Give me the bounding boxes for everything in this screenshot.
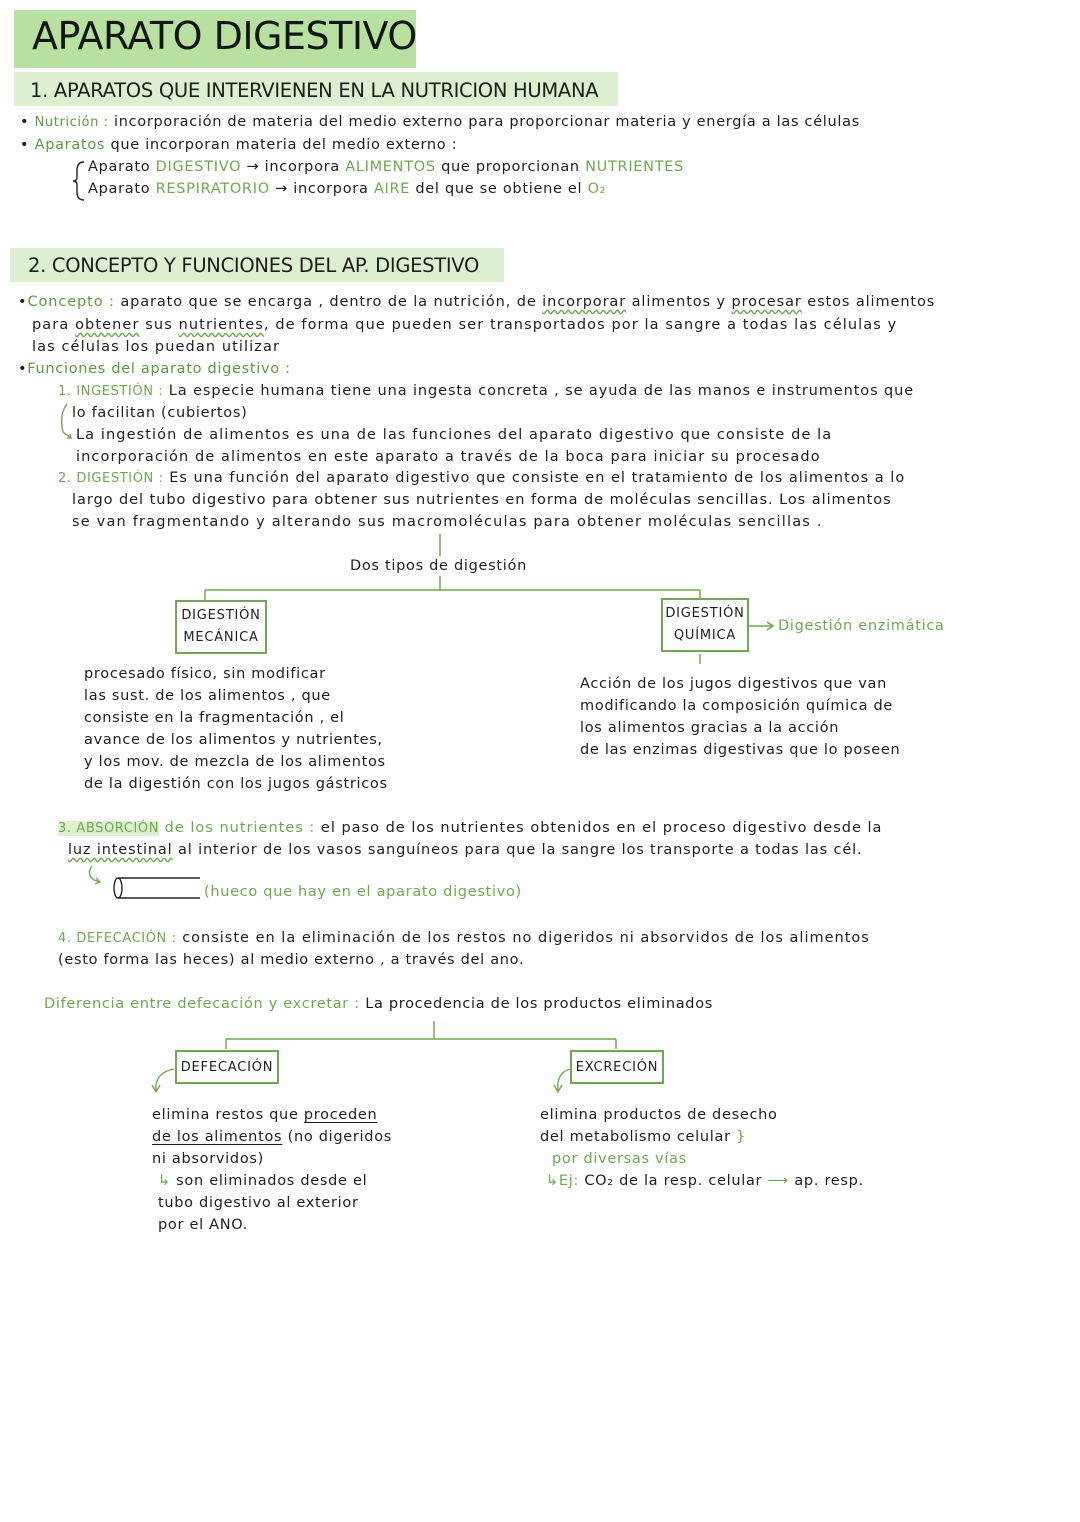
- diferencia-line: Diferencia entre defecación y excretar : La procedencia de los productos eliminados: [44, 996, 714, 1012]
- defecacion-desc: elimina restos que proceden de los alimentos (no digeridos ni absorvidos) ↳ son eliminados desde el tubo digestivo al exterior por el ANO.: [152, 1107, 393, 1233]
- defecacion-box: DEFECACIÓN: [175, 1050, 279, 1084]
- aparato-respiratorio-row: Aparato RESPIRATORIO → incorpora AIRE del que se obtiene el O₂: [88, 181, 607, 197]
- digestion-quimica-box: DIGESTIÓN QUÍMICA: [661, 598, 749, 652]
- luz-note: (hueco que hay en el aparato digestivo): [204, 884, 522, 900]
- diferencia-tree-lines: [0, 1015, 1080, 1105]
- nutricion-label: Nutrición :: [34, 115, 109, 130]
- section1-heading: 1. APARATOS QUE INTERVIENEN EN LA NUTRICION HUMANA: [30, 79, 599, 102]
- ingestion-line4: incorporación de alimentos en este aparato a través de la boca para iniciar su procesado: [76, 449, 821, 465]
- absorcion-line1: 3. ABSORCIÓN de los nutrientes : el paso de los nutrientes obtenidos en el proceso digestivo desde la: [58, 820, 883, 836]
- absorcion-line2: luz intestinal al interior de los vasos sanguíneos para que la sangre los transporte a todas las cél.: [68, 842, 863, 858]
- ingestion-line2: lo facilitan (cubiertos): [72, 405, 248, 421]
- concepto-line1: •Concepto : aparato que se encarga , dentro de la nutrición, de incorporar alimentos y procesar estos alimentos: [18, 294, 936, 310]
- aparato-digestivo-row: Aparato DIGESTIVO → incorpora ALIMENTOS que proporcionan NUTRIENTES: [88, 159, 685, 175]
- brace-icon: [72, 160, 86, 202]
- excrecion-box: EXCRECIÓN: [570, 1050, 664, 1084]
- section2-heading: 2. CONCEPTO Y FUNCIONES DEL AP. DIGESTIVO: [28, 254, 480, 277]
- mecanica-text: procesado físico, sin modificar las sust. de los alimentos , que consiste en la fragmentación , el avance de los alimentos y nutrientes, y los mov. de mezcla de los alimentos de la digestión con los jugos gástricos: [84, 666, 388, 792]
- digestion-line3: se van fragmentando y alterando sus macromoléculas para obtener moléculas sencillas .: [72, 514, 823, 530]
- nutricion-text: incorporación de materia del medio externo para proporcionar materia y energía a las células: [113, 114, 860, 130]
- concepto-line2: para obtener sus nutrientes, de forma que pueden ser transportados por la sangre a todas las células y: [32, 317, 898, 333]
- excrecion-desc: elimina productos de desecho del metabolismo celular } por diversas vías ↳Ej: CO₂ de la resp. celular ⟶ ap. resp.: [540, 1107, 864, 1189]
- digestion-mecanica-box: DIGESTIÓN MECÁNICA: [175, 600, 267, 654]
- curved-arrow-icon: [58, 402, 74, 442]
- digestion-tree-lines: [0, 528, 1080, 668]
- aparatos-label: Aparatos: [34, 137, 106, 153]
- concepto-line3: las células los puedan utilizar: [32, 339, 281, 355]
- ingestion-line3: La ingestión de alimentos es una de las funciones del aparato digestivo que consiste de la: [76, 427, 833, 443]
- digestion-line2: largo del tubo digestivo para obtener sus nutrientes en forma de moléculas sencillas. Los alimentos: [72, 492, 892, 508]
- dos-tipos-label: Dos tipos de digestión: [350, 558, 527, 574]
- page-title: APARATO DIGESTIVO: [32, 14, 417, 58]
- aparatos-text: que incorporan materia del medio externo :: [110, 137, 458, 153]
- defecacion-line2: (esto forma las heces) al medio externo , a través del ano.: [58, 952, 525, 968]
- funciones-line: •Funciones del aparato digestivo :: [18, 361, 291, 377]
- aparatos-line: • Aparatos que incorporan materia del medio externo :: [20, 137, 458, 153]
- digestion-line1: 2. DIGESTIÓN : Es una función del aparato digestivo que consiste en el tratamiento de los alimentos a lo: [58, 470, 906, 486]
- tube-icon: [84, 864, 204, 904]
- digestion-enzimatica-label: Digestión enzimática: [778, 618, 945, 634]
- quimica-text: Acción de los jugos digestivos que van modificando la composición química de los alimentos gracias a la acción de las enzimas digestivas que lo poseen: [580, 676, 901, 758]
- ingestion-line1: 1. INGESTIÓN : La especie humana tiene una ingesta concreta , se ayuda de las manos e instrumentos que: [58, 383, 915, 399]
- nutricion-line: • Nutrición : incorporación de materia del medio externo para proporcionar materia y energía a las células: [20, 114, 860, 130]
- defecacion-line1: 4. DEFECACIÓN : consiste en la eliminación de los restos no digeridos ni absorvidos de los alimentos: [58, 930, 870, 946]
